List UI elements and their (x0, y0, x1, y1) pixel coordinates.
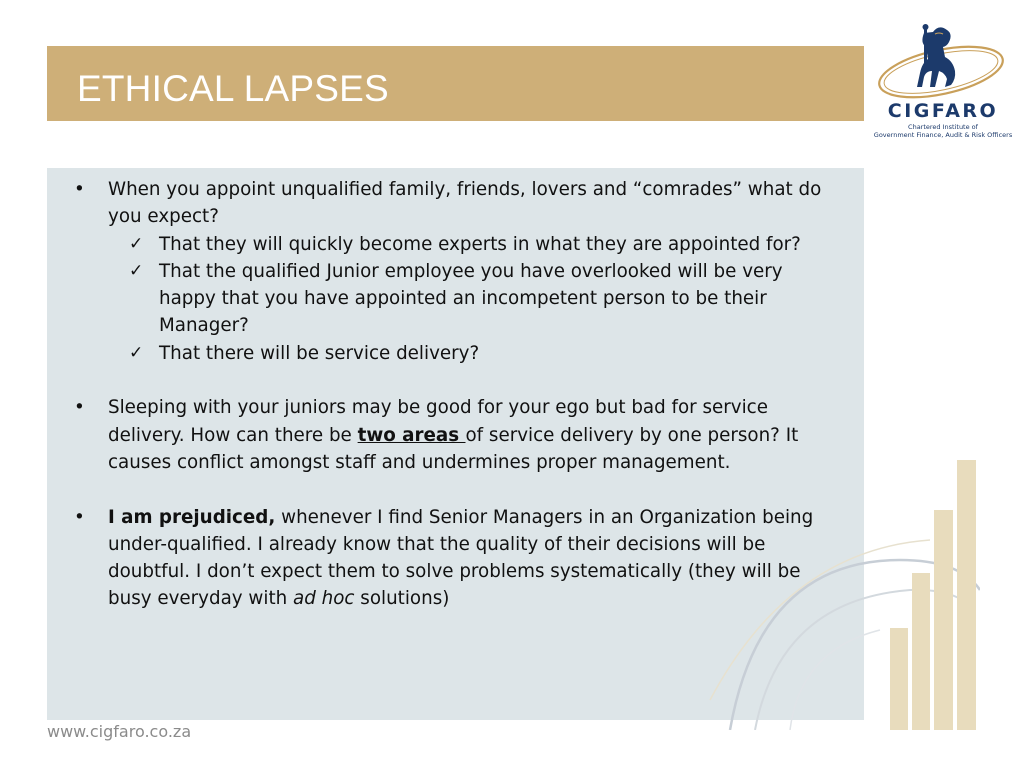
slide-title: ETHICAL LAPSES (77, 68, 389, 109)
bullet-text: Sleeping with your juniors may be good for your ego but bad for service delivery. How can there be (108, 397, 768, 446)
bullet-text: When you appoint unqualified family, friends, lovers and “comrades” what do you expect? (108, 179, 822, 228)
emphasis-text: two areas (357, 424, 466, 446)
bullet-glyph: • (74, 397, 85, 419)
bullet-text-continued: of service delivery by one person? It causes conflict amongst staff and undermines proper management. (108, 424, 799, 473)
logo-subtitle-line1: Chartered Institute of (908, 123, 978, 131)
logo-subtitle-line2: Government Finance, Audit & Risk Officers (873, 131, 1013, 139)
bullet-glyph: • (74, 506, 85, 528)
checklist (108, 231, 830, 367)
checklist-item (108, 258, 830, 340)
logo-name: CIGFARO (887, 100, 999, 122)
checklist-item-text: That the qualified Junior employee you have overlooked will be very happy that you have appointed an incompetent person to be their Manager? (159, 260, 783, 337)
italic-text: ad hoc (293, 588, 355, 610)
check-icon: ✓ (129, 260, 144, 281)
bullet-item (60, 394, 830, 476)
checklist-item-text: That there will be service delivery? (159, 342, 480, 364)
bold-lead-text: I am prejudiced, (108, 506, 276, 528)
bullet-list (60, 176, 830, 613)
check-icon: ✓ (129, 233, 144, 254)
bullet-item (60, 176, 830, 367)
bullet-glyph: • (74, 179, 85, 200)
logo-subtitle (873, 123, 1013, 139)
checklist-item (108, 340, 830, 367)
checklist-item (108, 231, 830, 258)
title-bar (47, 46, 864, 121)
bullet-text: whenever I find Senior Managers in an Organization being under-qualified. I already know that the quality of their decisions will be doubtful. I don’t expect them to solve problems systematically (they will be busy everyday with (108, 506, 814, 610)
bullet-text-continued: solutions) (354, 588, 450, 610)
logo-emblem-icon (873, 20, 1013, 102)
check-icon: ✓ (129, 342, 144, 363)
cigfaro-logo (873, 20, 1013, 142)
footer-url: www.cigfaro.co.za (47, 722, 192, 741)
checklist-item-text: That they will quickly become experts in what they are appointed for? (159, 233, 801, 255)
bullet-item (60, 504, 830, 613)
